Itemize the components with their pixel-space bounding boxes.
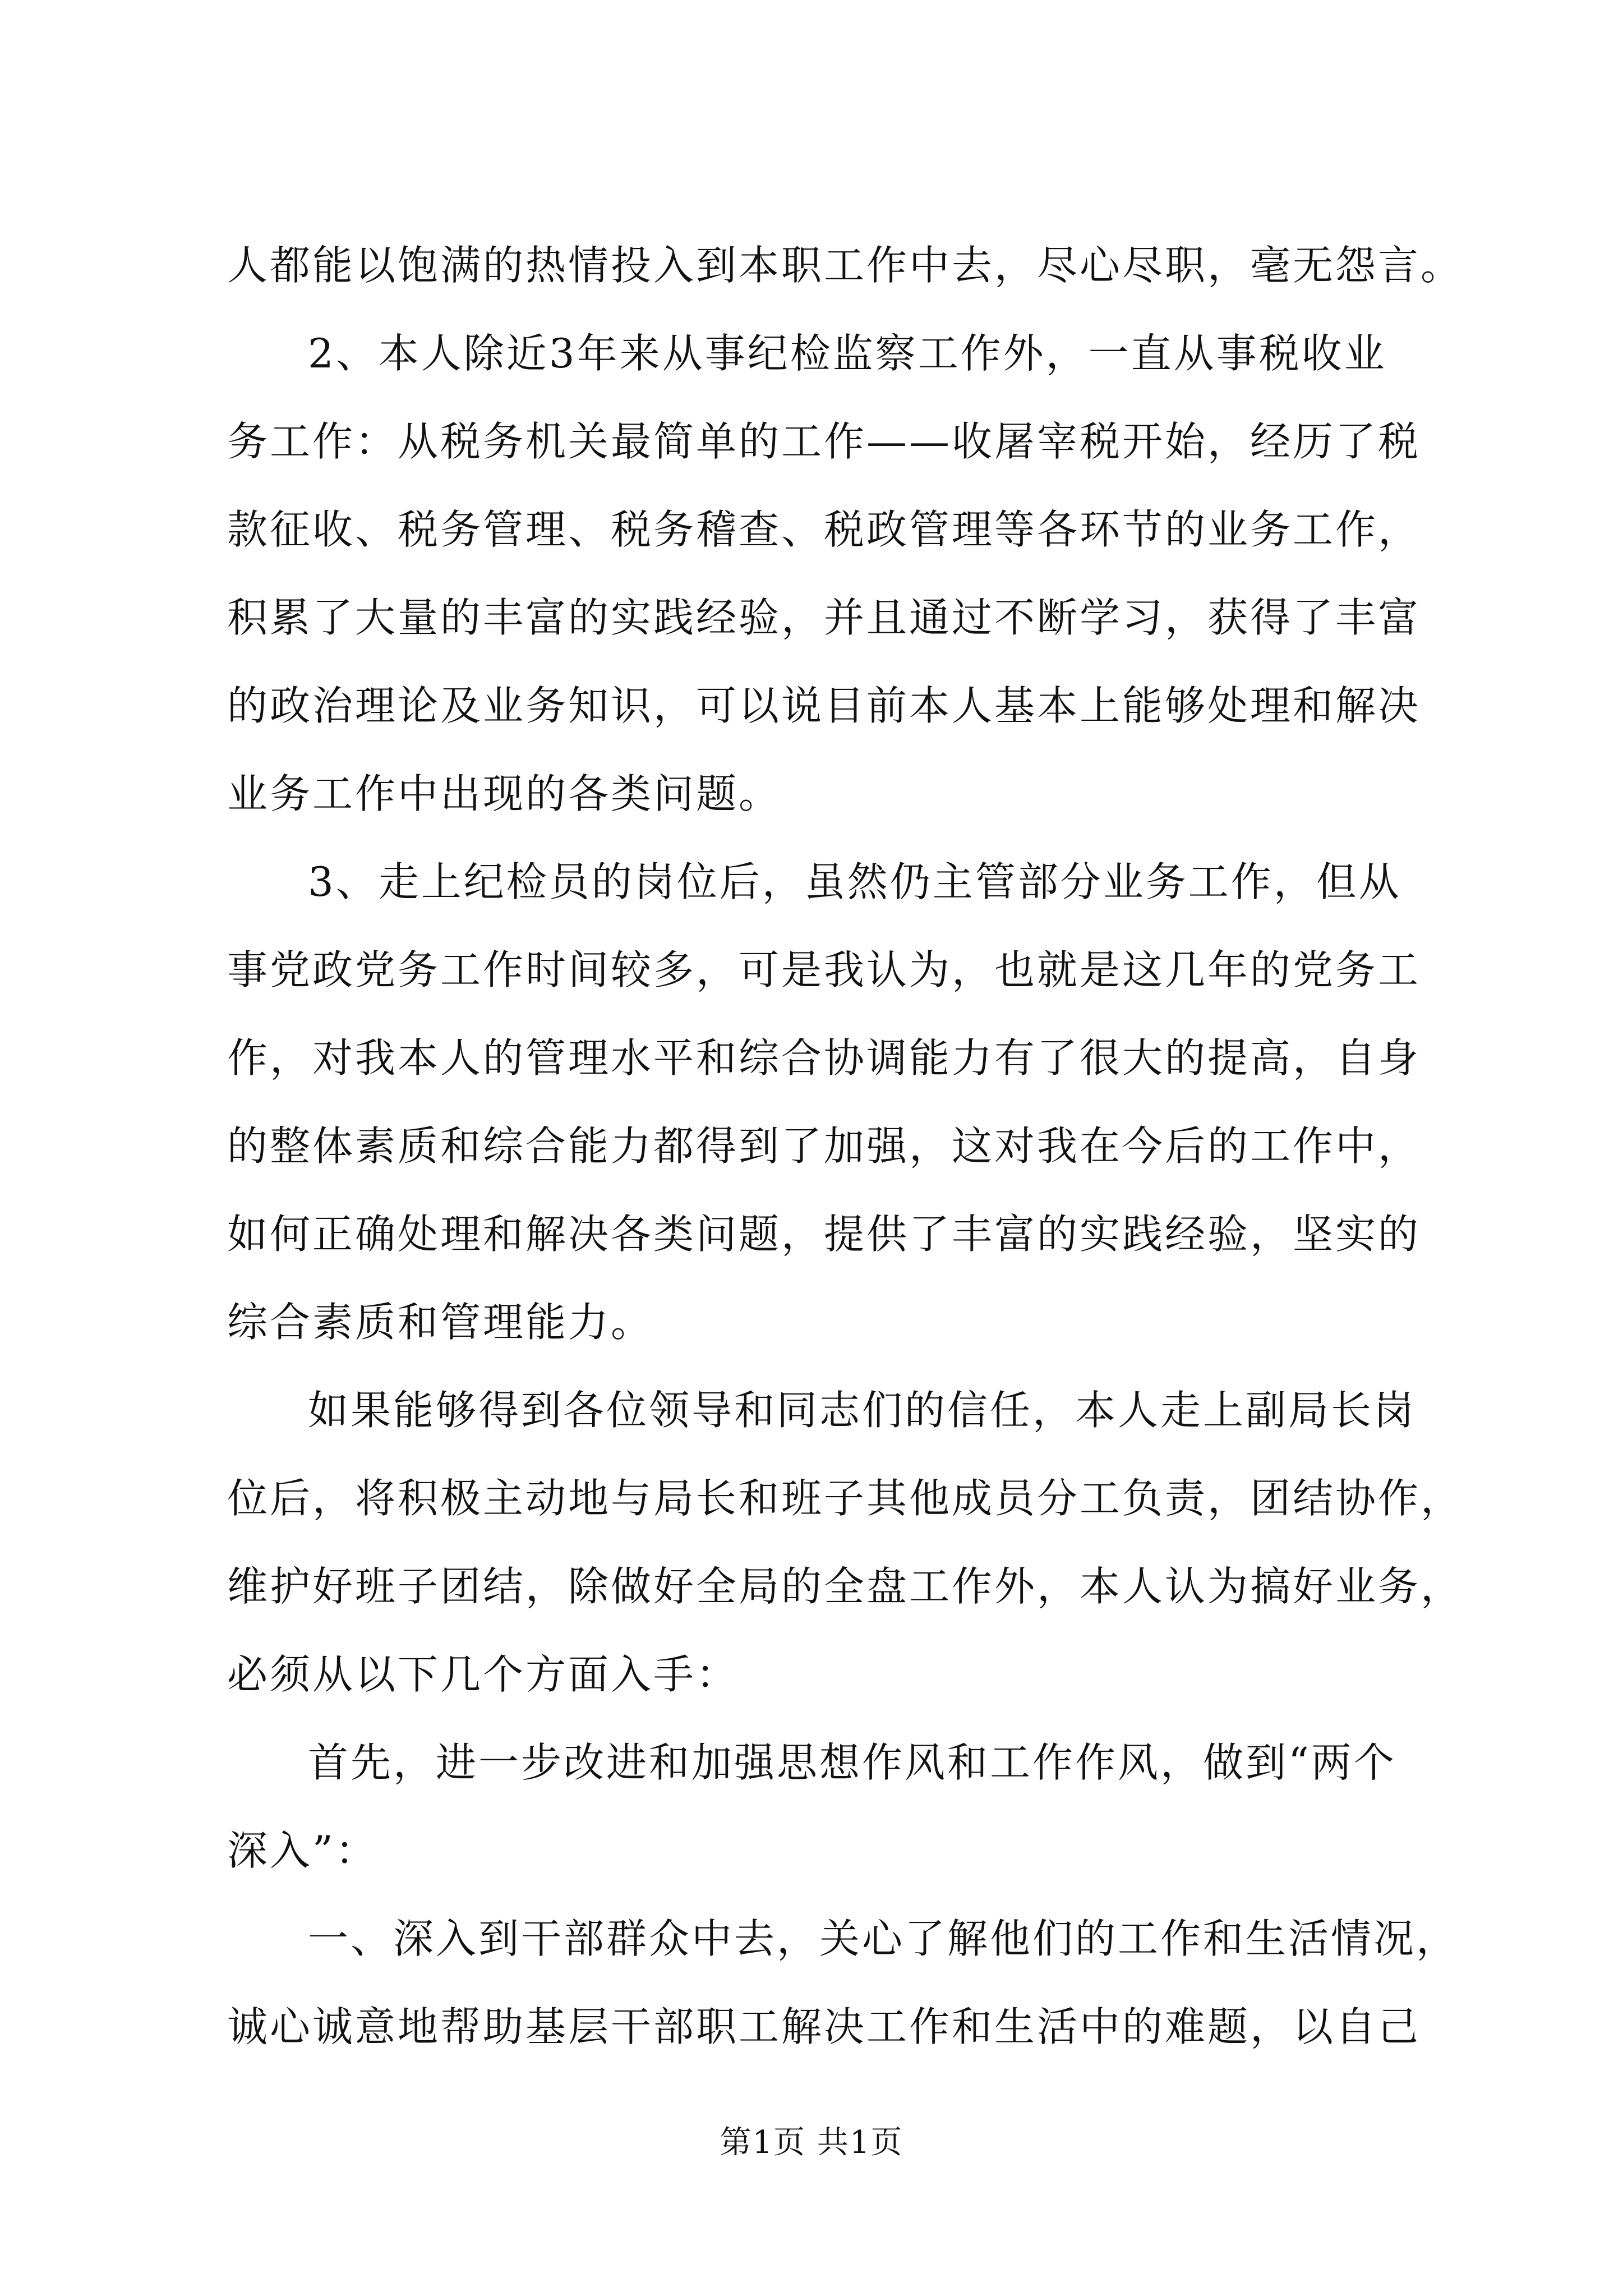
text-line-9: 事党政党务工作时间较多，可是我认为，也就是这几年的党务工 bbox=[227, 946, 1421, 993]
text-line-7: 业务工作中出现的各类问题。 bbox=[227, 770, 782, 817]
text-line-19: 深入”： bbox=[227, 1827, 378, 1874]
text-line-13: 综合素质和管理能力。 bbox=[227, 1299, 654, 1346]
text-line-3: 务工作：从税务机关最简单的工作——收屠宰税开始，经历了税 bbox=[227, 418, 1421, 465]
page-footer: 第1页 共1页 bbox=[720, 2124, 903, 2161]
text-line-17: 必须从以下几个方面入手： bbox=[227, 1651, 739, 1698]
text-line-21: 诚心诚意地帮助基层干部职工解决工作和生活中的难题，以自己 bbox=[227, 2003, 1421, 2050]
text-line-2: 2、本人除近3年来从事纪检监察工作外，一直从事税收业 bbox=[308, 330, 1387, 377]
text-line-16: 维护好班子团结，除做好全局的全盘工作外，本人认为搞好业务， bbox=[227, 1563, 1464, 1610]
text-line-12: 如何正确处理和解决各类问题，提供了丰富的实践经验，坚实的 bbox=[227, 1211, 1421, 1258]
text-line-11: 的整体素质和综合能力都得到了加强，这对我在今后的工作中， bbox=[227, 1122, 1421, 1170]
text-line-8: 3、走上纪检员的岗位后，虽然仍主管部分业务工作，但从 bbox=[308, 858, 1401, 905]
text-line-6: 的政治理论及业务知识，可以说目前本人基本上能够处理和解决 bbox=[227, 682, 1421, 729]
text-line-4: 款征收、税务管理、税务稽查、税政管理等各环节的业务工作， bbox=[227, 506, 1421, 553]
text-line-10: 作，对我本人的管理水平和综合协调能力有了很大的提高，自身 bbox=[227, 1034, 1421, 1082]
text-line-18: 首先，进一步改进和加强思想作风和工作作风，做到“两个 bbox=[308, 1739, 1396, 1786]
document-body bbox=[227, 222, 1464, 2071]
text-line-5: 积累了大量的丰富的实践经验，并且通过不断学习，获得了丰富 bbox=[227, 594, 1421, 641]
text-line-15: 位后，将积极主动地与局长和班子其他成员分工负责，团结协作， bbox=[227, 1475, 1464, 1522]
text-line-14: 如果能够得到各位领导和同志们的信任，本人走上副局长岗 bbox=[308, 1387, 1417, 1434]
text-line-20: 一、深入到干部群众中去，关心了解他们的工作和生活情况， bbox=[308, 1915, 1459, 1962]
text-line-1: 人都能以饱满的热情投入到本职工作中去，尽心尽职，毫无怨言。 bbox=[227, 242, 1464, 289]
